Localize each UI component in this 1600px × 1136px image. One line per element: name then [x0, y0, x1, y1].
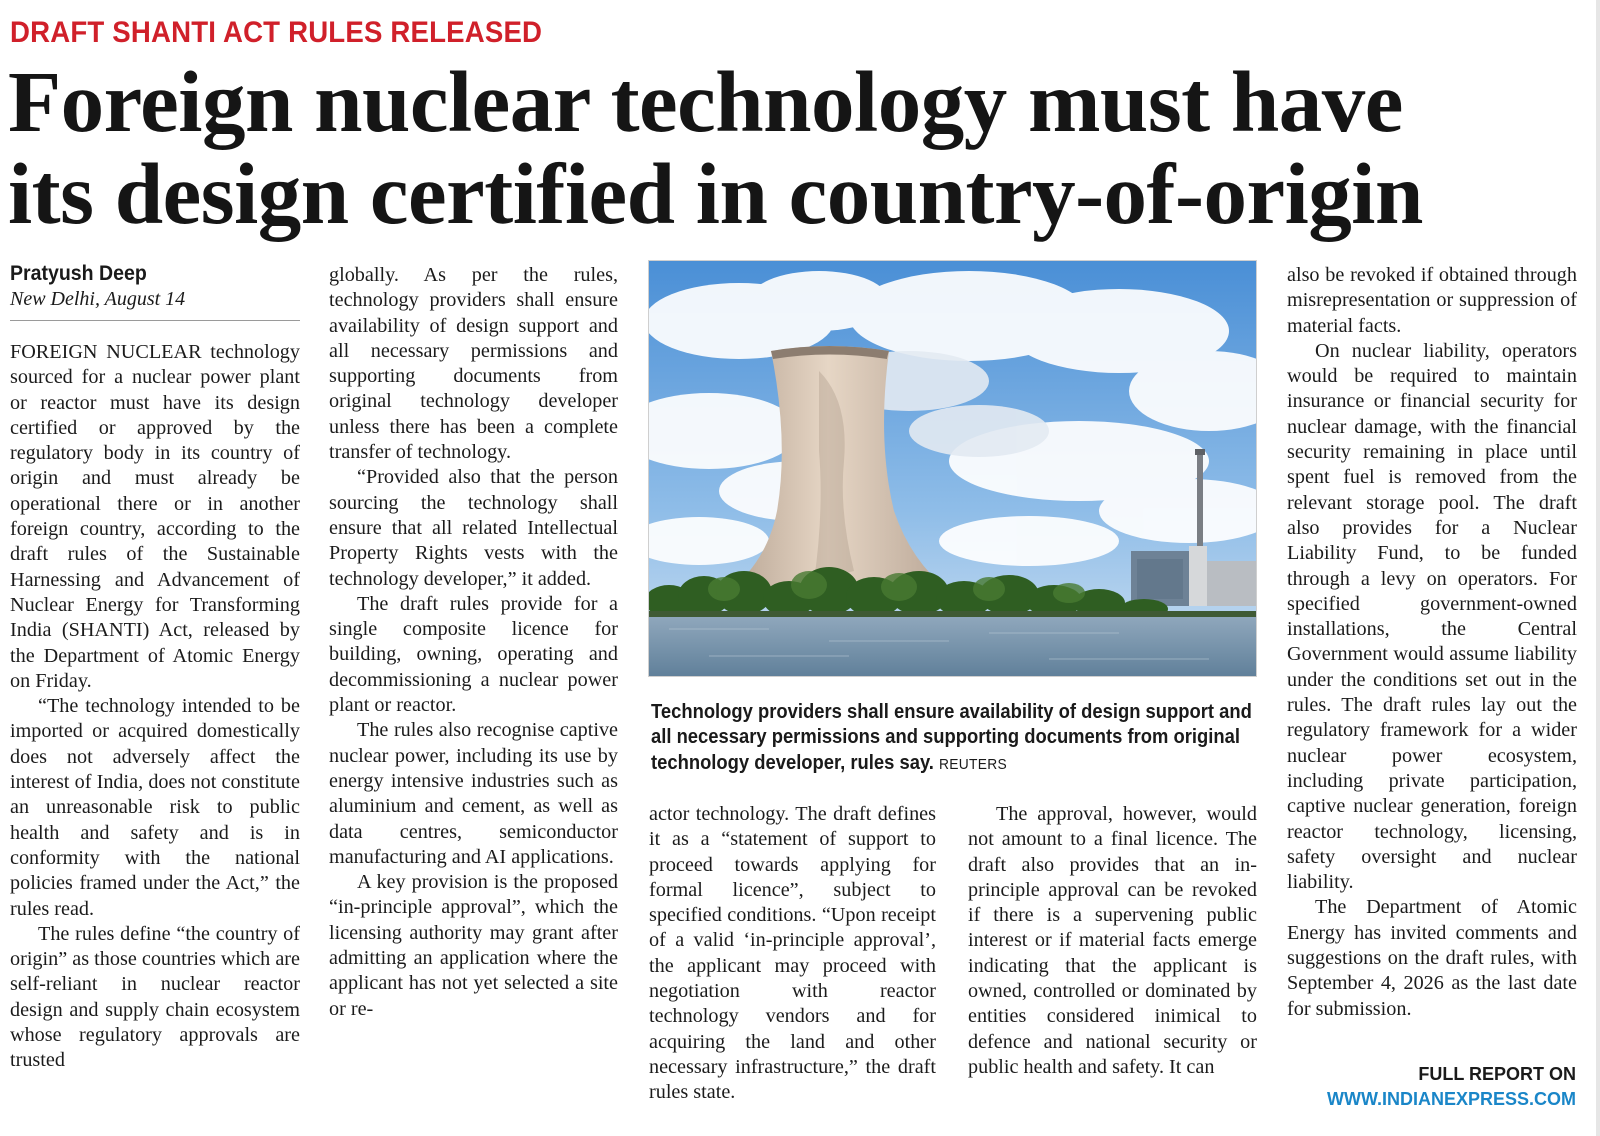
- paragraph: “The technology intended to be imported or acquired domestically does not adversely affect the interest of India, does not constitute an unreasonable risk to public health and safety and is in conformity with the national policies framed under the Act,” the rules read.: [10, 695, 300, 920]
- paragraph: On nuclear liability, operators would be required to maintain insurance or financial security for nuclear damage, with the financial security remaining in place until spent fuel is removed from the relevant storage pool. The draft also provides for a Nuclear Liability Fund, to be funded through a levy on operators. For specified government-owned installations, the Central Government would assume liability under the conditions set out in the rules. The draft rules lay out the regulatory framework for a wider nuclear power ecosystem, including private participation, captive nuclear generation, foreign reactor technology, licensing, safety oversight and nuclear liability.: [1287, 339, 1577, 894]
- paragraph: The rules define “the country of origin” as those countries which are self-reliant in nuclear reactor design and supply chain ecosystem whose regulatory approvals are trusted: [10, 922, 300, 1072]
- headline-line-1: Foreign nuclear technology must have: [8, 53, 1403, 150]
- paragraph: actor technology. The draft defines it as a “statement of support to proceed towards applying for formal licence”, subject to specified conditions. “Upon receipt of a valid ‘in-principle approval’, the applicant may proceed with negotiation with reactor technology vendors and for acquiring the land and other necessary infrastructure,” the draft rules state.: [649, 803, 936, 1104]
- paragraph: The Department of Atomic Energy has invited comments and suggestions on the draft rules, with September 4, 2026 as the last date for submission.: [1287, 896, 1577, 1020]
- full-report-promo: [1327, 1062, 1576, 1112]
- photo-caption: [651, 700, 1258, 777]
- paragraph: FOREIGN NUCLEAR technology sourced for a nuclear power plant or reactor must have its design certified or approved by the regulatory body in its country of origin and must already be operational there or in another foreign country, according to the draft rules of the Sustainable Harnessing and Advancement of Nuclear Energy for Transforming India (SHANTI) Act, released by the Department of Atomic Energy on Friday.: [10, 341, 300, 692]
- photo-illustration: [649, 261, 1257, 677]
- website-link[interactable]: WWW.INDIANEXPRESS.COM: [1326, 1089, 1576, 1109]
- byline-divider: [10, 320, 300, 321]
- dateline: New Delhi, August 14: [10, 288, 186, 310]
- nuclear-plant-photo: [648, 260, 1257, 677]
- headline: [8, 53, 1598, 242]
- column-5: [1287, 263, 1577, 1022]
- photo-credit: REUTERS: [939, 755, 1007, 773]
- paragraph: also be revoked if obtained through misrepresentation or suppression of material facts.: [1287, 264, 1577, 337]
- paragraph: The approval, however, would not amount to a final licence. The draft also provides that an in-principle approval can be revoked if there is a supervening public interest or if material facts emerge indicating that the applicant is owned, controlled or dominated by entities considered inimical to defence and national security or public health and safety. It can: [968, 803, 1257, 1078]
- column-1: [10, 340, 300, 1074]
- full-report-label: FULL REPORT ON: [1418, 1064, 1576, 1084]
- byline: [10, 262, 300, 321]
- kicker: DRAFT SHANTI ACT RULES RELEASED: [10, 16, 543, 49]
- author: Pratyush Deep: [10, 262, 147, 285]
- column-2: [329, 263, 618, 1022]
- paragraph: A key provision is the proposed “in-principle approval”, which the licensing authority may grant after admitting an application where the applicant has not yet selected a site or re-: [329, 871, 618, 1020]
- paragraph: globally. As per the rules, technology providers shall ensure availability of design support and all necessary permissions and supporting documents from original technology developer unless there has been a complete transfer of technology.: [329, 264, 618, 464]
- column-4: [968, 802, 1257, 1080]
- column-3: [649, 802, 936, 1106]
- paragraph: “Provided also that the person sourcing the technology shall ensure that all related Intellectual Property Rights vests with the technology developer,” it added.: [329, 466, 618, 590]
- paragraph: The draft rules provide for a single composite licence for building, owning, operating and decommissioning a nuclear power plant or reactor.: [329, 592, 618, 717]
- headline-line-2: its design certified in country-of-origin: [8, 145, 1423, 242]
- caption-text: Technology providers shall ensure availability of design support and all necessary permissions and supporting documents from original technology developer, rules say.: [651, 701, 1252, 774]
- paragraph: The rules also recognise captive nuclear power, including its use by energy intensive industries such as aluminium and cement, as well as data centres, semiconductor manufacturing and AI applications.: [329, 719, 618, 868]
